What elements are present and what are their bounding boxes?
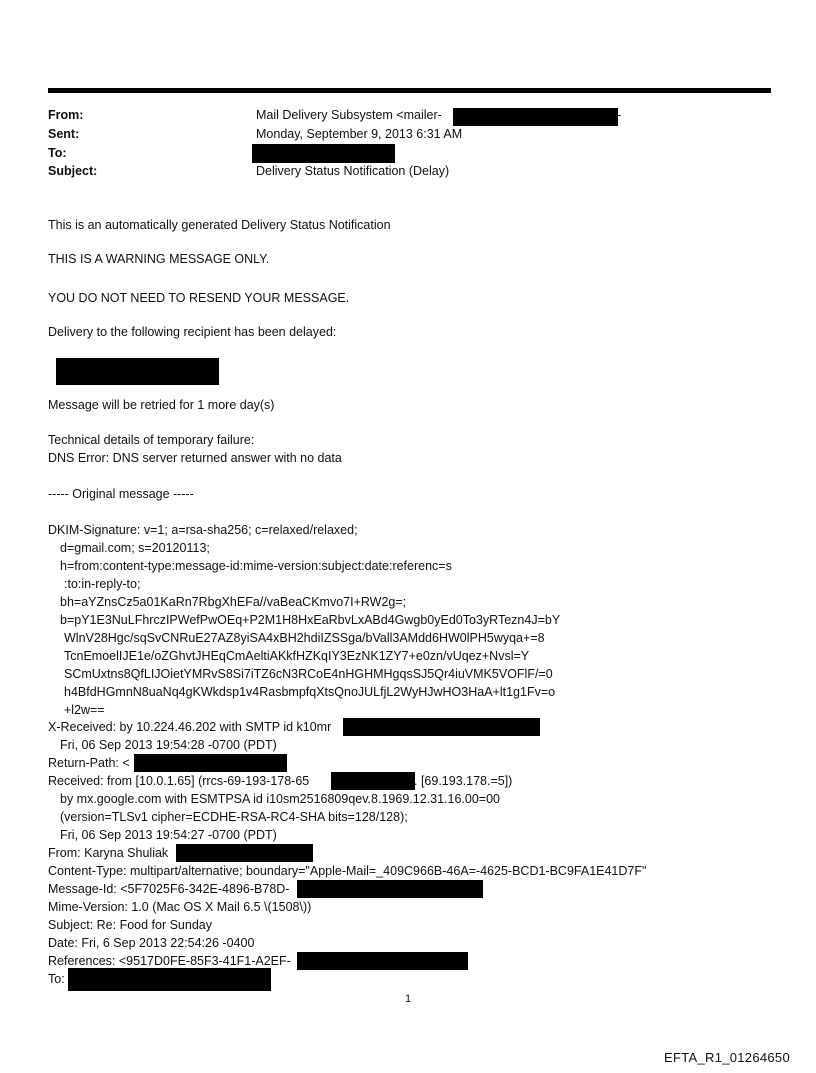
- subject-value: Delivery Status Notification (Delay): [256, 164, 450, 178]
- dkim-line: h4BfdHGmnN8uaNq4gKWkdsp1v4RasbmpfqXtsQnoJULfjL2WyHJwHO3HaA+lt1g1Fv=o: [64, 685, 556, 699]
- dkim-line: :to:in-reply-to;: [64, 577, 141, 591]
- redaction-box: [297, 952, 468, 970]
- received-from-line: Received: from [10.0.1.65] (rrcs-69-193-178-65: [48, 774, 310, 788]
- subject-header-line: Subject: Re: Food for Sunday: [48, 918, 212, 932]
- x-received-date: Fri, 06 Sep 2013 19:54:28 -0700 (PDT): [60, 738, 277, 752]
- redaction-box: [343, 718, 540, 736]
- content-type-line: Content-Type: multipart/alternative; boundary="Apple-Mail=_409C966B-46A=-4625-BCD1-BC9FA1E41D7F": [48, 864, 647, 878]
- from-value: Mail Delivery Subsystem <mailer-: [256, 108, 442, 122]
- body-tech-details: Technical details of temporary failure:: [48, 433, 255, 447]
- redaction-box: [176, 844, 313, 862]
- redaction-box: [56, 358, 219, 385]
- body-retry: Message will be retried for 1 more day(s): [48, 398, 275, 412]
- dkim-line: +l2w==: [64, 703, 105, 717]
- body-delayed: Delivery to the following recipient has been delayed:: [48, 325, 337, 339]
- original-message-marker: ----- Original message -----: [48, 487, 194, 501]
- redaction-box: [297, 880, 483, 898]
- dkim-line: b=pY1E3NuLFhrczIPWefPwOEq+P2M1H8HxEaRbvLxABd4Gwgb0yEd0To3yRTezn4J=bY: [60, 613, 561, 627]
- x-received-line: X-Received: by 10.224.46.202 with SMTP id k10mr: [48, 720, 332, 734]
- dkim-line: d=gmail.com; s=20120113;: [60, 541, 210, 555]
- redaction-box: [331, 772, 415, 790]
- redaction-box: [252, 144, 395, 163]
- from-label: From:: [48, 108, 84, 122]
- document-id: EFTA_R1_01264650: [664, 1050, 790, 1065]
- mime-version-line: Mime-Version: 1.0 (Mac OS X Mail 6.5 \(1508\)): [48, 900, 312, 914]
- body-dns-error: DNS Error: DNS server returned answer with no data: [48, 451, 342, 465]
- received-from-suffix: . [69.193.178.=5]): [414, 774, 513, 788]
- redaction-box: [453, 108, 618, 126]
- sent-value: Monday, September 9, 2013 6:31 AM: [256, 127, 463, 141]
- from-tail: -: [617, 108, 622, 122]
- message-id-line: Message-Id: <5F7025F6-342E-4896-B78D-: [48, 882, 290, 896]
- return-path-line: Return-Path: <: [48, 756, 130, 770]
- to-header-line: To:: [48, 972, 65, 986]
- redaction-box: [134, 754, 287, 772]
- received-by-line: by mx.google.com with ESMTPSA id i10sm2516809qev.8.1969.12.31.16.00=00: [60, 792, 500, 806]
- received-date-line: Fri, 06 Sep 2013 19:54:27 -0700 (PDT): [60, 828, 277, 842]
- dkim-line: DKIM-Signature: v=1; a=rsa-sha256; c=relaxed/relaxed;: [48, 523, 358, 537]
- subject-label: Subject:: [48, 164, 98, 178]
- dkim-line: h=from:content-type:message-id:mime-version:subject:date:referenc=s: [60, 559, 452, 573]
- sent-label: Sent:: [48, 127, 80, 141]
- body-intro: This is an automatically generated Delivery Status Notification: [48, 218, 391, 232]
- dkim-line: TcnEmoelIJE1e/oZGhvtJHEqCmAeltiAKkfHZKqIY3EzNK1ZY7+e0zn/vUqez+Nvsl=Y: [64, 649, 530, 663]
- received-tls-line: (version=TLSv1 cipher=ECDHE-RSA-RC4-SHA bits=128/128);: [60, 810, 408, 824]
- page-number: 1: [404, 993, 412, 1005]
- dkim-line: bh=aYZnsCz5a01KaRn7RbgXhEFa//vaBeaCKmvo7I+RW2g=;: [60, 595, 407, 609]
- from-header-line: From: Karyna Shuliak: [48, 846, 169, 860]
- body-no-resend: YOU DO NOT NEED TO RESEND YOUR MESSAGE.: [48, 291, 350, 305]
- date-header-line: Date: Fri, 6 Sep 2013 22:54:26 -0400: [48, 936, 255, 950]
- redaction-box: [68, 968, 271, 991]
- references-line: References: <9517D0FE-85F3-41F1-A2EF-: [48, 954, 291, 968]
- dkim-line: SCmUxtns8QfLIJOietYMRvS8Si7iTZ6cN3RCoE4nHGHMHgqsSJ5Qr4iuVMK5VOFlF/=0: [64, 667, 553, 681]
- body-warning: THIS IS A WARNING MESSAGE ONLY.: [48, 252, 270, 266]
- header-divider: [48, 88, 771, 93]
- to-label: To:: [48, 146, 67, 160]
- dkim-line: WlnV28Hgc/sqSvCNRuE27AZ8yiSA4xBH2hdiIZSSga/bVall3AMdd6HW0lPH5wyqa+=8: [64, 631, 545, 645]
